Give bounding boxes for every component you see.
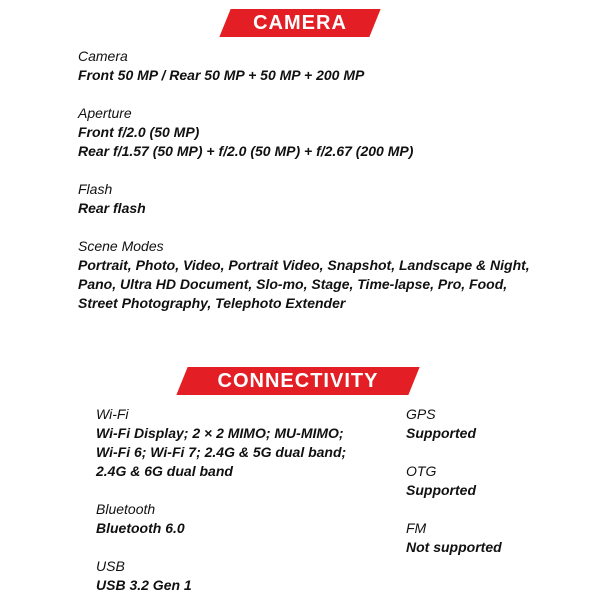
otg-label: OTG [406,463,437,479]
bluetooth-spec [96,500,185,538]
usb-label: USB [96,558,125,574]
fm-value: Not supported [406,539,502,555]
aperture-front-value: Front f/2.0 (50 MP) [78,124,200,140]
scene-modes-label: Scene Modes [78,238,164,254]
scene-modes-line: Portrait, Photo, Video, Portrait Video, Snapshot, Landscape & Night, [78,257,530,273]
camera-section-banner [225,9,375,37]
camera-section-title: CAMERA [253,11,347,34]
gps-spec [406,405,476,443]
gps-value: Supported [406,425,476,441]
wifi-line: Wi-Fi Display; 2 × 2 MIMO; MU-MIMO; [96,425,344,441]
camera-spec [78,47,364,85]
wifi-label: Wi-Fi [96,406,129,422]
wifi-spec [96,405,346,481]
wifi-line: Wi-Fi 6; Wi-Fi 7; 2.4G & 5G dual band; [96,444,347,460]
camera-label: Camera [78,48,128,64]
camera-value: Front 50 MP / Rear 50 MP + 50 MP + 200 MP [78,67,365,83]
connectivity-section-title: CONNECTIVITY [217,369,379,392]
fm-label: FM [406,520,427,536]
scene-modes-spec [78,237,530,313]
aperture-spec [78,104,413,161]
flash-value: Rear flash [78,200,146,216]
bluetooth-label: Bluetooth [96,501,156,517]
usb-value: USB 3.2 Gen 1 [96,577,192,593]
aperture-rear-value: Rear f/1.57 (50 MP) + f/2.0 (50 MP) + f/2.67 (200 MP) [78,143,414,159]
scene-modes-line: Street Photography, Telephoto Extender [78,295,346,311]
fm-spec [406,519,502,557]
usb-spec [96,557,192,595]
bluetooth-value: Bluetooth 6.0 [96,520,185,536]
gps-label: GPS [406,406,436,422]
wifi-line: 2.4G & 6G dual band [96,463,233,479]
otg-spec [406,462,476,500]
flash-spec [78,180,146,218]
otg-value: Supported [406,482,476,498]
aperture-label: Aperture [78,105,132,121]
connectivity-section-banner [182,367,414,395]
flash-label: Flash [78,181,113,197]
scene-modes-line: Pano, Ultra HD Document, Slo-mo, Stage, Time-lapse, Pro, Food, [78,276,508,292]
